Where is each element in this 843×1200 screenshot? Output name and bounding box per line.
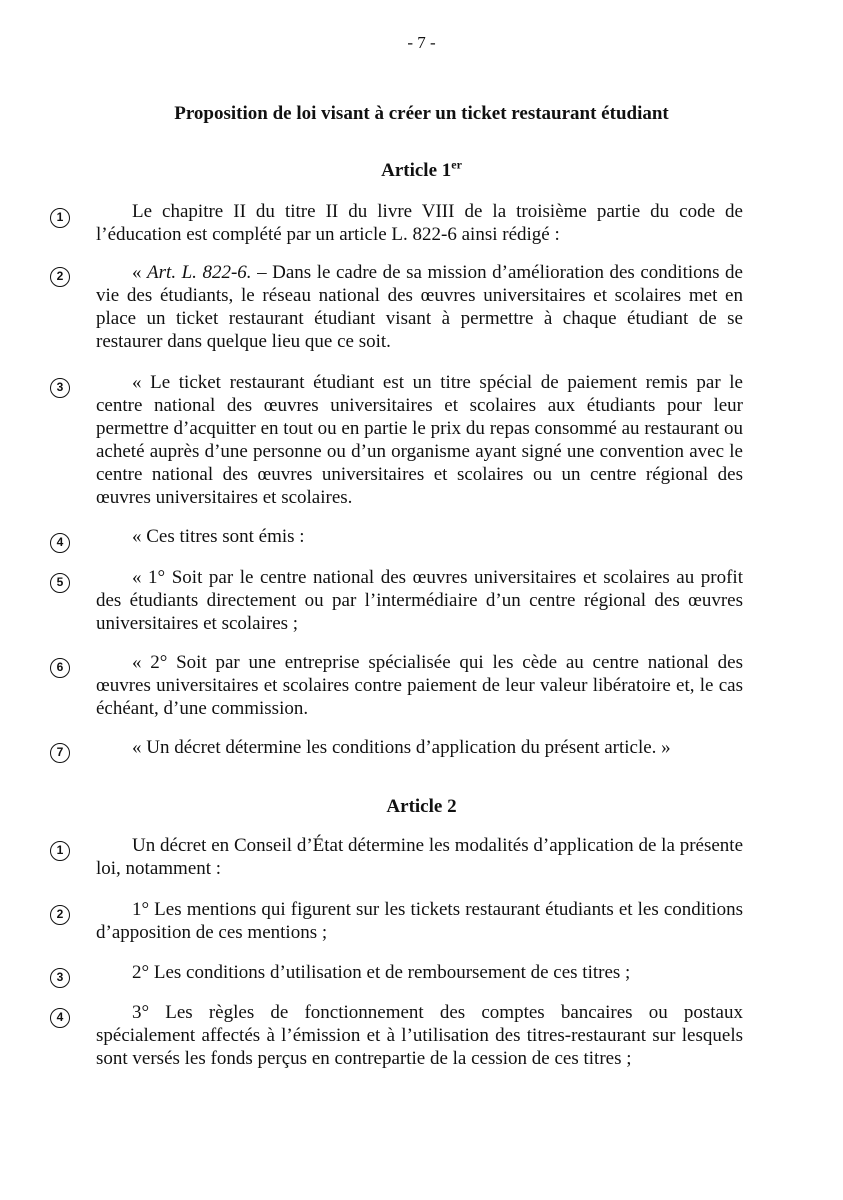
article-2-paragraph-2 <box>96 898 743 944</box>
paragraph-text: « 1° Soit par le centre national des œuvres universitaires et scolaires au profit des étudiants directement ou par l’intermédiaire d’un centre régional des œuvres universitaires et scolaires ; <box>96 567 743 634</box>
paragraph-marker-icon: 1 <box>50 208 70 228</box>
paragraph-text: « Ces titres sont émis : <box>132 526 305 547</box>
paragraph-text: Un décret en Conseil d’État détermine les modalités d’application de la présente loi, notamment : <box>96 835 743 879</box>
article-1-paragraph-6 <box>96 651 743 720</box>
article-1-heading-sup: er <box>451 157 462 172</box>
paragraph-marker-icon: 7 <box>50 743 70 763</box>
paragraph-text: « Le ticket restaurant étudiant est un titre spécial de paiement remis par le centre national des œuvres universitaires et scolaires aux étudiants pour leur permettre d’acquitter en tout ou en partie le prix du repas consommé au restaurant ou acheté auprès d’une personne ou d’un organisme ayant signé une convention avec le centre national des œuvres universitaires et scolaires ou un centre régional des œuvres universitaires et scolaires. <box>96 372 743 508</box>
article-2-paragraph-4 <box>96 1001 743 1070</box>
paragraph-text: Le chapitre II du titre II du livre VIII de la troisième partie du code de l’éducation est complété par un article L. 822-6 ainsi rédigé : <box>96 201 743 245</box>
paragraph-text: – Dans le cadre de sa mission d’amélioration des conditions de vie des étudiants, le réseau national des œuvres universitaires et scolaires met en place un ticket restaurant étudiant visant à permettre à chaque étudiant de se restaurer dans quelque lieu que ce soit. <box>96 262 743 352</box>
paragraph-text: 3° Les règles de fonctionnement des comptes bancaires ou postaux spécialement affectés à l’émission et à l’utilisation des titres-restaurant sur lesquels sont versés les fonds perçus en contrepartie de la cession de ces titres ; <box>96 1002 743 1069</box>
article-1-paragraph-4 <box>96 525 743 548</box>
paragraph-text: « Un décret détermine les conditions d’application du présent article. » <box>132 737 671 758</box>
article-1-paragraph-7 <box>96 736 743 759</box>
paragraph-text: « 2° Soit par une entreprise spécialisée qui les cède au centre national des œuvres universitaires et scolaires contre paiement de leur valeur libératoire et, le cas échéant, d’une commission. <box>96 652 743 719</box>
article-1-heading-text: Article 1 <box>381 160 452 181</box>
page-number: - 7 - <box>407 33 436 52</box>
article-2-paragraph-1 <box>96 834 743 880</box>
paragraph-marker-icon: 6 <box>50 658 70 678</box>
paragraph-marker-icon: 4 <box>50 1008 70 1028</box>
paragraph-marker-icon: 4 <box>50 533 70 553</box>
paragraph-marker-icon: 2 <box>50 905 70 925</box>
article-1-paragraph-3 <box>96 371 743 509</box>
paragraph-marker-icon: 2 <box>50 267 70 287</box>
article-reference: Art. L. 822-6. <box>147 262 252 283</box>
article-1-heading <box>0 158 843 184</box>
article-2-heading-text: Article 2 <box>386 796 457 817</box>
paragraph-marker-icon: 1 <box>50 841 70 861</box>
paragraph-marker-icon: 3 <box>50 378 70 398</box>
article-2-heading <box>0 794 843 820</box>
article-1-paragraph-5 <box>96 566 743 635</box>
paragraph-text: 1° Les mentions qui figurent sur les tickets restaurant étudiants et les conditions d’apposition de ces mentions ; <box>96 899 743 943</box>
article-2-paragraph-3 <box>96 961 743 984</box>
quote-open: « <box>132 262 148 283</box>
paragraph-text: 2° Les conditions d’utilisation et de remboursement de ces titres ; <box>132 962 631 983</box>
article-1-paragraph-2 <box>96 261 743 353</box>
document-title: Proposition de loi visant à créer un ticket restaurant étudiant <box>174 103 669 124</box>
paragraph-marker-icon: 5 <box>50 573 70 593</box>
paragraph-marker-icon: 3 <box>50 968 70 988</box>
article-1-paragraph-1 <box>96 200 743 246</box>
